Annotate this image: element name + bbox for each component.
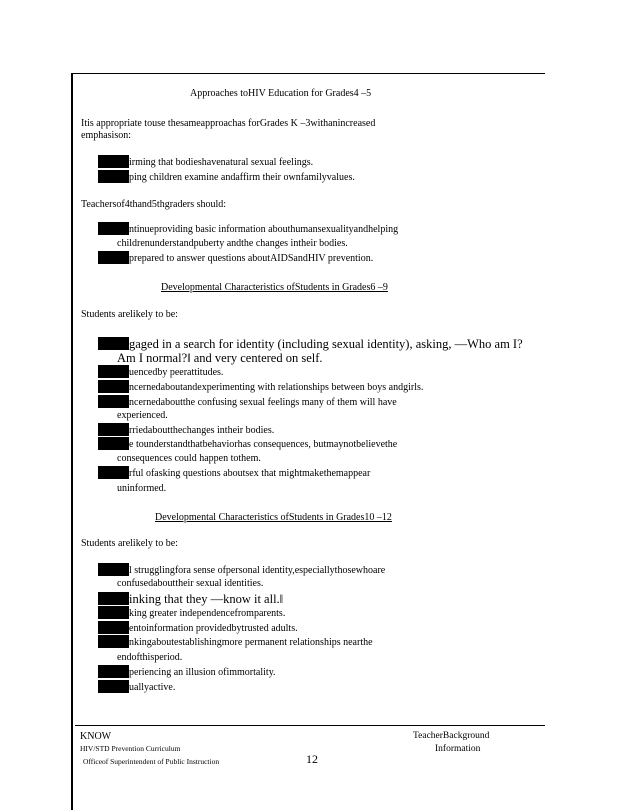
footer-know: KNOW (80, 731, 112, 742)
page-frame-top (73, 73, 545, 74)
list-item-cont: uninformed. (117, 483, 167, 494)
footer-rule (75, 725, 545, 726)
list-item: periencing an illusion ofimmortality. (129, 667, 276, 678)
list-item: entoinformation providedbytrusted adults. (129, 623, 298, 634)
list-item-cont: childrenunderstandpuberty andthe changes intheir bodies. (117, 238, 348, 249)
list-item: rriedaboutthechanges intheir bodies. (129, 425, 275, 436)
list-item-cont: confusedabouttheir sexual identities. (117, 578, 264, 589)
redaction-block (98, 592, 129, 605)
section-heading-grades-10-12: Developmental Characteristics ofStudents in Grades10 –12 (155, 512, 392, 523)
list-item: prepared to answer questions aboutAIDSandHIV prevention. (129, 253, 374, 264)
redaction-block (98, 170, 129, 183)
section-heading-grades-6-9: Developmental Characteristics ofStudents in Grades6 –9 (161, 282, 388, 293)
footer-information: Information (435, 744, 481, 754)
redaction-block (98, 380, 129, 393)
students-line: Students arelikely to be: (81, 309, 178, 320)
redaction-block (98, 155, 129, 168)
page-number: 12 (306, 752, 318, 766)
redaction-block (98, 365, 129, 378)
redaction-block (98, 437, 129, 450)
list-item-cont: experienced. (117, 410, 168, 421)
footer-curriculum: HIV/STD Prevention Curriculum (80, 744, 181, 753)
redaction-block (98, 606, 129, 619)
list-item-large-cont: Am I normal?‖ and very centered on self. (117, 351, 323, 365)
list-item-cont: endofthisperiod. (117, 652, 183, 663)
list-item: ntinueproviding basic information abouthumansexualityandhelping (129, 224, 399, 235)
page-frame-left (71, 73, 73, 810)
list-item: rful ofasking questions aboutsex that mightmakethemappear (129, 468, 371, 479)
list-item: nkingaboutestablishingmore permanent relationships nearthe (129, 637, 373, 648)
teachers-line: Teachersof4thand5thgraders should: (81, 199, 227, 210)
redaction-block (98, 423, 129, 436)
list-item: ncernedaboutthe confusing sexual feelings many of them will have (129, 397, 397, 408)
list-item: ping children examine andaffirm their ownfamilyvalues. (129, 172, 355, 183)
list-item: l strugglingfora sense ofpersonal identity,especiallythosewhoare (129, 565, 386, 576)
footer-office: Officeof Superintendent of Public Instruction (83, 757, 220, 766)
intro-text: Itis appropriate touse thesameapproachas forGrades K –3withanincreased (81, 118, 376, 129)
redaction-block (98, 665, 129, 678)
redaction-block (98, 251, 129, 264)
redaction-block (98, 337, 129, 350)
section-heading-grades-4-5: Approaches toHIV Education for Grades4 –5 (190, 88, 372, 99)
redaction-block (98, 395, 129, 408)
intro-text-cont: emphasison: (81, 130, 131, 141)
redaction-block (98, 222, 129, 235)
list-item: ncernedaboutandexperimenting with relationships between boys andgirls. (129, 382, 424, 393)
list-item-large: inking that they —know it all.‖ (129, 592, 284, 606)
list-item: e tounderstandthatbehaviorhas consequences, butmaynotbelievethe (129, 439, 398, 450)
list-item: uallyactive. (129, 682, 176, 693)
students-line-2: Students arelikely to be: (81, 538, 178, 549)
list-item: king greater independencefromparents. (129, 608, 286, 619)
redaction-block (98, 466, 129, 479)
list-item-large: gaged in a search for identity (including sexual identity), asking, —Who am I? (129, 337, 523, 351)
redaction-block (98, 635, 129, 648)
footer-teacher-background: TeacherBackground (413, 731, 490, 741)
redaction-block (98, 680, 129, 693)
list-item: uencedby peerattitudes. (129, 367, 224, 378)
list-item: irming that bodieshavenatural sexual feelings. (129, 157, 314, 168)
redaction-block (98, 563, 129, 576)
redaction-block (98, 621, 129, 634)
list-item-cont: consequences could happen tothem. (117, 453, 261, 464)
